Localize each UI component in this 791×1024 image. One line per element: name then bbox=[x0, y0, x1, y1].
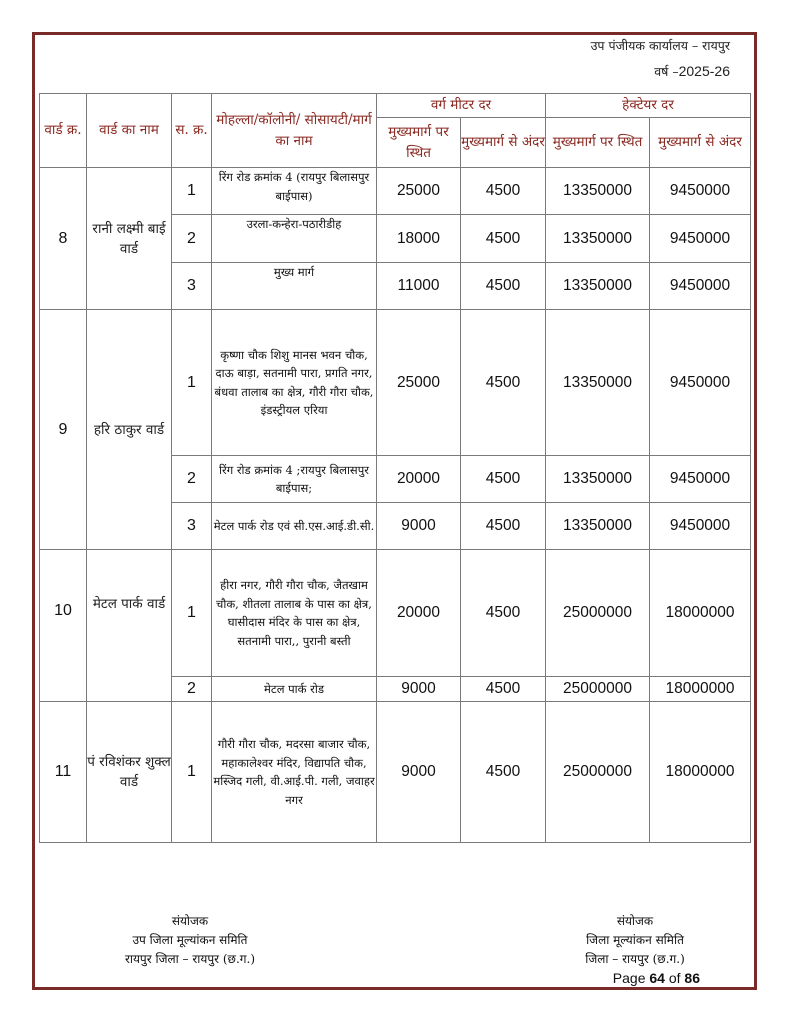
sqm-on-main: 20000 bbox=[377, 456, 461, 503]
locality: गौरी गौरा चौक, मदरसा बाजार चौक, महाकालेश्वर मंदिर, विद्यापति चौक, मस्जिद गली, वी.आई.पी. गली, जवाहर नगर bbox=[212, 702, 377, 843]
col-ward-name: वार्ड का नाम bbox=[87, 94, 172, 168]
col-ward-no: वार्ड क्र. bbox=[40, 94, 87, 168]
locality: मुख्य मार्ग bbox=[212, 263, 377, 310]
table-row bbox=[40, 310, 751, 456]
serial-number: 3 bbox=[172, 263, 212, 310]
sqm-inside: 4500 bbox=[461, 215, 546, 263]
ward-name: मेटल पार्क वार्ड bbox=[87, 550, 172, 702]
serial-number: 2 bbox=[172, 215, 212, 263]
ward-number: 8 bbox=[40, 168, 87, 310]
sqm-inside: 4500 bbox=[461, 550, 546, 677]
table-row bbox=[40, 168, 751, 215]
ward-number: 9 bbox=[40, 310, 87, 550]
col-group-hectare: हेक्टेयर दर bbox=[546, 94, 751, 118]
locality: उरला-कन्हेरा-पठारीडीह bbox=[212, 215, 377, 263]
ha-on-main: 25000000 bbox=[546, 702, 650, 843]
ha-inside: 9450000 bbox=[650, 310, 751, 456]
ha-on-main: 13350000 bbox=[546, 168, 650, 215]
sqm-on-main: 20000 bbox=[377, 550, 461, 677]
col-group-sqm: वर्ग मीटर दर bbox=[377, 94, 546, 118]
ha-inside: 9450000 bbox=[650, 263, 751, 310]
sqm-on-main: 9000 bbox=[377, 677, 461, 702]
locality: कृष्णा चौक शिशु मानस भवन चौक, दाऊ बाड़ा, सतनामी पारा, प्रगति नगर, बंधवा तालाब का क्षेत्र, गौरी गौरा चौक, इंडस्ट्रीयल एरिया bbox=[212, 310, 377, 456]
page-prefix: Page bbox=[612, 970, 650, 986]
signature-block-right bbox=[530, 912, 740, 969]
sqm-inside: 4500 bbox=[461, 263, 546, 310]
signature-block-left bbox=[80, 912, 300, 969]
sqm-on-main: 9000 bbox=[377, 503, 461, 550]
committee-name: उप जिला मूल्यांकन समिति bbox=[132, 933, 248, 947]
year-value: 2025-26 bbox=[678, 63, 730, 79]
locality: रिंग रोड क्रमांक 4 ;रायपुर बिलासपुर बाईपास; bbox=[212, 456, 377, 503]
ward-name: रानी लक्ष्मी बाई वार्ड bbox=[87, 168, 172, 310]
sqm-inside: 4500 bbox=[461, 310, 546, 456]
district-name: जिला – रायपुर (छ.ग.) bbox=[585, 952, 685, 966]
sqm-inside: 4500 bbox=[461, 456, 546, 503]
signatory-title: संयोजक bbox=[171, 914, 209, 928]
serial-number: 1 bbox=[172, 550, 212, 677]
office-title: उप पंजीयक कार्यालय – रायपुर bbox=[590, 38, 730, 53]
page-total: 86 bbox=[684, 970, 700, 986]
year-line bbox=[560, 63, 730, 80]
sqm-inside: 4500 bbox=[461, 677, 546, 702]
col-sqm-on-main: मुख्यमार्ग पर स्थित bbox=[377, 118, 461, 168]
district-name: रायपुर जिला – रायपुर (छ.ग.) bbox=[124, 952, 256, 966]
sqm-on-main: 25000 bbox=[377, 310, 461, 456]
ha-on-main: 13350000 bbox=[546, 263, 650, 310]
ward-number: 11 bbox=[40, 702, 87, 843]
col-serial: स. क्र. bbox=[172, 94, 212, 168]
ward-name: पं रविशंकर शुक्ल वार्ड bbox=[87, 702, 172, 843]
sqm-on-main: 18000 bbox=[377, 215, 461, 263]
serial-number: 3 bbox=[172, 503, 212, 550]
sqm-on-main: 25000 bbox=[377, 168, 461, 215]
ha-on-main: 25000000 bbox=[546, 550, 650, 677]
col-locality: मोहल्ला/कॉलोनी/ सोसायटी/मार्ग का नाम bbox=[212, 94, 377, 168]
col-sqm-inside: मुख्यमार्ग से अंदर bbox=[461, 118, 546, 168]
locality: हीरा नगर, गौरी गौरा चौक, जैतखाम चौक, शीतला तालाब के पास का क्षेत्र, घासीदास मंदिर के पास का क्षेत्र, सतनामी पारा,, पुरानी बस्ती bbox=[212, 550, 377, 677]
serial-number: 1 bbox=[172, 702, 212, 843]
ha-on-main: 13350000 bbox=[546, 310, 650, 456]
page-current: 64 bbox=[649, 970, 665, 986]
ha-inside: 9450000 bbox=[650, 215, 751, 263]
page-of: of bbox=[664, 970, 685, 986]
locality: रिंग रोड क्रमांक 4 (रायपुर बिलासपुर बाईपास) bbox=[212, 168, 377, 215]
sqm-inside: 4500 bbox=[461, 168, 546, 215]
serial-number: 2 bbox=[172, 677, 212, 702]
table-row bbox=[40, 702, 751, 843]
ha-on-main: 13350000 bbox=[546, 456, 650, 503]
ha-inside: 18000000 bbox=[650, 677, 751, 702]
year-label: वर्ष – bbox=[654, 64, 679, 79]
ha-inside: 18000000 bbox=[650, 550, 751, 677]
locality: मेटल पार्क रोड एवं सी.एस.आई.डी.सी. bbox=[212, 503, 377, 550]
ha-inside: 9450000 bbox=[650, 168, 751, 215]
sqm-on-main: 11000 bbox=[377, 263, 461, 310]
col-ha-inside: मुख्यमार्ग से अंदर bbox=[650, 118, 751, 168]
ha-inside: 18000000 bbox=[650, 702, 751, 843]
serial-number: 1 bbox=[172, 310, 212, 456]
col-ha-on-main: मुख्यमार्ग पर स्थित bbox=[546, 118, 650, 168]
rate-table bbox=[39, 93, 751, 843]
ha-on-main: 25000000 bbox=[546, 677, 650, 702]
ward-number: 10 bbox=[40, 550, 87, 702]
signatory-title: संयोजक bbox=[616, 914, 654, 928]
page-number bbox=[560, 970, 700, 986]
ha-on-main: 13350000 bbox=[546, 503, 650, 550]
ha-on-main: 13350000 bbox=[546, 215, 650, 263]
committee-name: जिला मूल्यांकन समिति bbox=[586, 933, 684, 947]
serial-number: 2 bbox=[172, 456, 212, 503]
sqm-on-main: 9000 bbox=[377, 702, 461, 843]
ha-inside: 9450000 bbox=[650, 456, 751, 503]
sqm-inside: 4500 bbox=[461, 503, 546, 550]
sqm-inside: 4500 bbox=[461, 702, 546, 843]
ward-name: हरि ठाकुर वार्ड bbox=[87, 310, 172, 550]
table-row bbox=[40, 550, 751, 677]
serial-number: 1 bbox=[172, 168, 212, 215]
ha-inside: 9450000 bbox=[650, 503, 751, 550]
locality: मेटल पार्क रोड bbox=[212, 677, 377, 702]
